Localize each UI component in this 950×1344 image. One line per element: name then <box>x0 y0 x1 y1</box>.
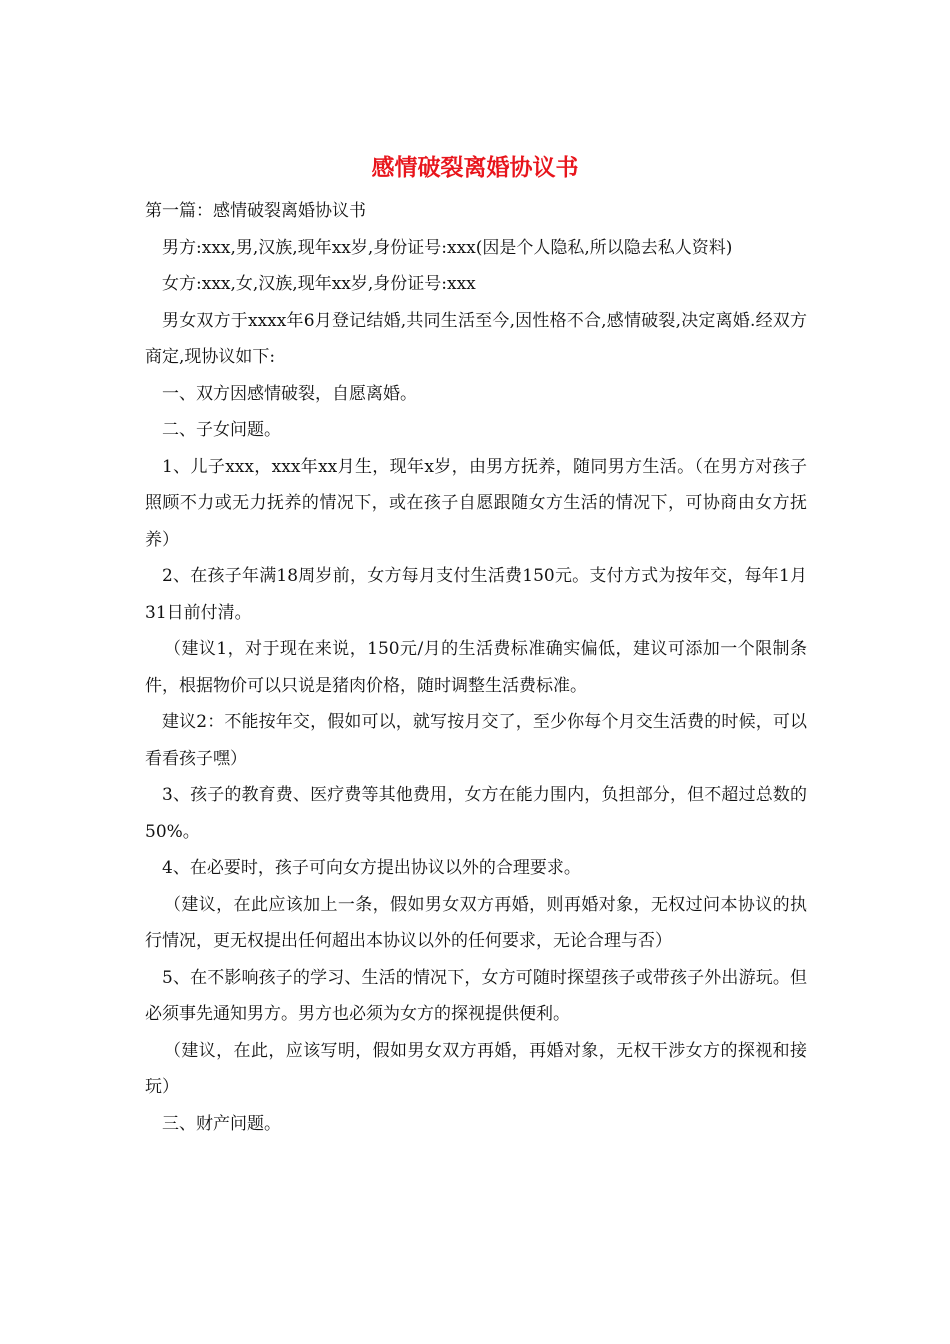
paragraph-suggestion-1: （建议1，对于现在来说，150元/月的生活费标准确实偏低，建议可添加一个限制条件，根据物价可以只说是猪肉价格，随时调整生活费标准。 <box>145 639 807 696</box>
paragraph-suggestion-remarriage: （建议，在此应该加上一条，假如男女双方再婚，则再婚对象，无权过问本协议的执行情况，更无权提出任何超出本协议以外的任何要求，无论合理与否） <box>145 894 807 951</box>
section-heading: 第一篇：感情破裂离婚协议书 <box>145 201 366 221</box>
paragraph-clause-1: 一、双方因感情破裂，自愿离婚。 <box>162 383 417 404</box>
paragraph-suggestion-visitation: （建议，在此，应该写明，假如男女双方再婚，再婚对象，无权干涉女方的探视和接玩） <box>145 1040 807 1097</box>
document-title: 感情破裂离婚协议书 <box>371 154 579 181</box>
paragraph-clause-2: 二、子女问题。 <box>162 420 281 440</box>
paragraph-clause-3: 三、财产问题。 <box>162 1113 281 1134</box>
paragraph-suggestion-2: 建议2：不能按年交，假如可以，就写按月交了，至少你每个月交生活费的时候，可以看看孩子嘿） <box>145 712 807 769</box>
document-body <box>145 193 807 1142</box>
paragraph-wife-info: 女方:xxx,女,汉族,现年xx岁,身份证号:xxx <box>162 274 476 294</box>
paragraph-child-requests: 4、在必要时，孩子可向女方提出协议以外的合理要求。 <box>162 858 581 878</box>
paragraph-child-support: 2、在孩子年满18周岁前，女方每月支付生活费150元。支付方式为按年交，每年1月31日前付清。 <box>145 566 807 623</box>
paragraph-child-expenses: 3、孩子的教育费、医疗费等其他费用，女方在能力围内，负担部分，但不超过总数的50%。 <box>145 785 807 842</box>
paragraph-visitation: 5、在不影响孩子的学习、生活的情况下，女方可随时探望孩子或带孩子外出游玩。但必须事先通知男方。男方也必须为女方的探视提供便利。 <box>145 967 807 1024</box>
paragraph-marriage-info: 男女双方于xxxx年6月登记结婚,共同生活至今,因性格不合,感情破裂,决定离婚.经双方商定,现协议如下: <box>145 310 807 367</box>
paragraph-husband-info: 男方:xxx,男,汉族,现年xx岁,身份证号:xxx(因是个人隐私,所以隐去私人资料) <box>162 237 733 258</box>
paragraph-child-custody: 1、儿子xxx，xxx年xx月生，现年x岁，由男方抚养，随同男方生活。（在男方对孩子照顾不力或无力抚养的情况下，或在孩子自愿跟随女方生活的情况下，可协商由女方抚养） <box>145 456 807 550</box>
